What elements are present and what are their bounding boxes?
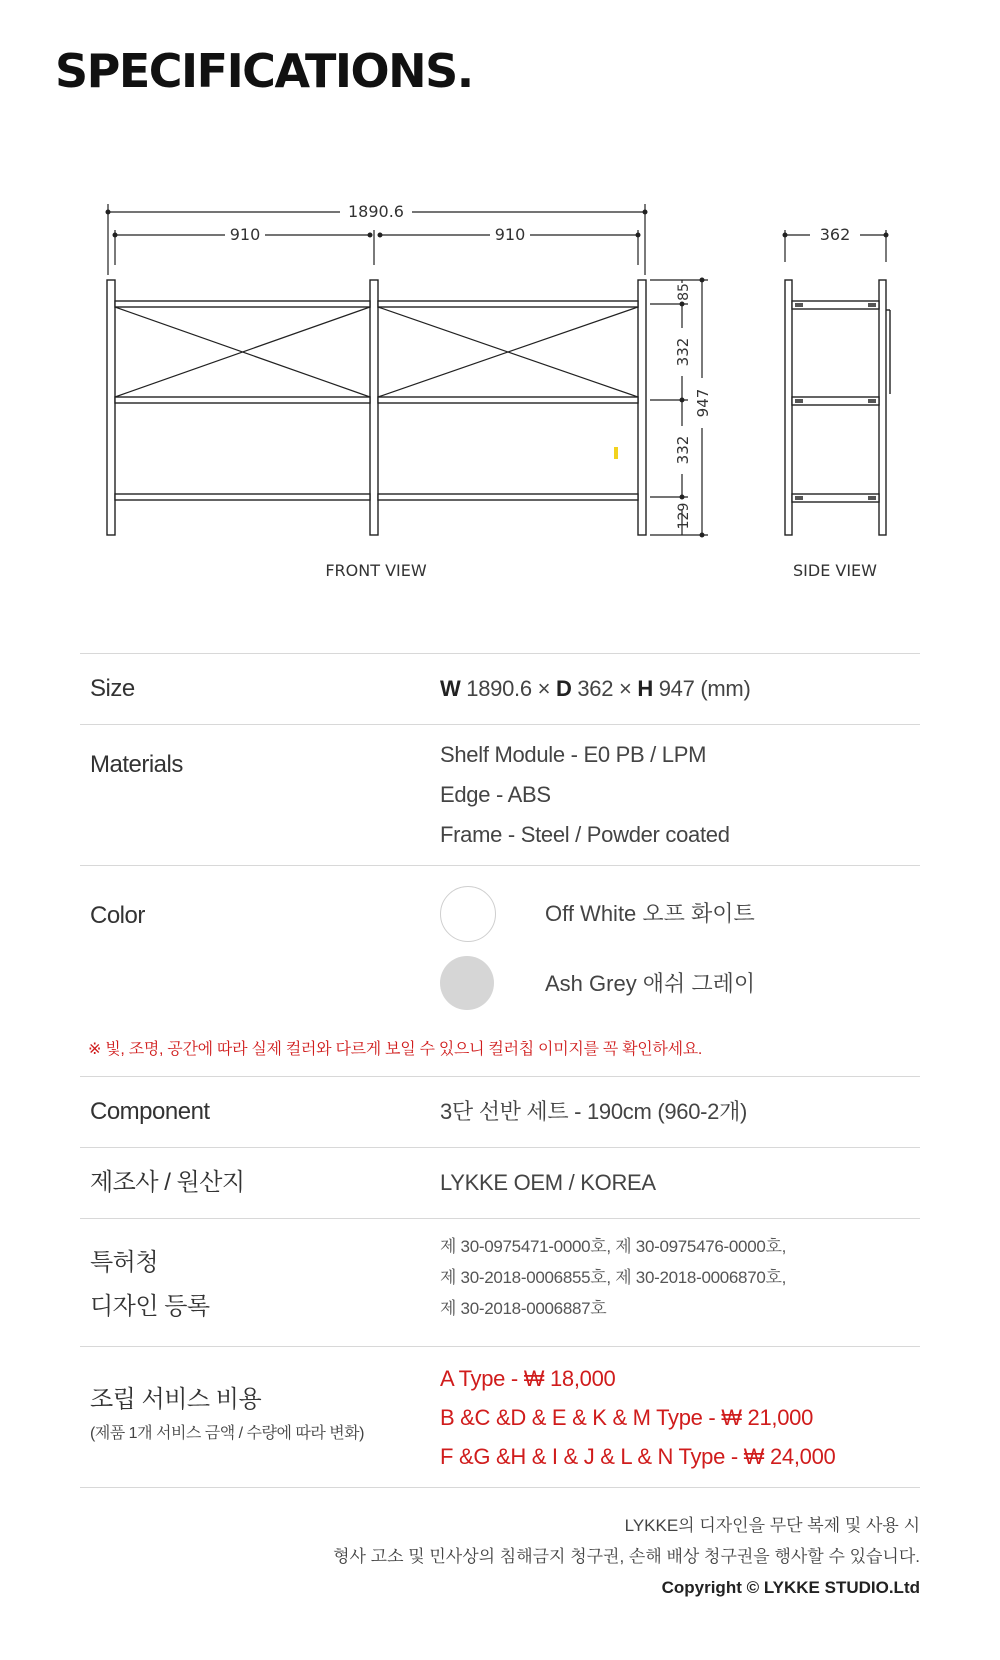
dimension-drawing <box>0 180 1000 600</box>
color-name-off-white: Off White 오프 화이트 <box>545 901 755 926</box>
patent-value <box>440 1231 786 1324</box>
patent-label: 특허청 디자인 등록 <box>90 1249 210 1320</box>
maker-value: LYKKE OEM / KOREA <box>440 1170 656 1195</box>
swatch-ash-grey <box>440 956 494 1010</box>
spec-table <box>80 653 920 1488</box>
footer <box>333 1510 920 1603</box>
size-value: W 1890.6 × D 362 × H 947 (mm) <box>440 676 751 701</box>
color-row <box>80 866 920 1077</box>
component-value: 3단 선반 세트 - 190cm (960-2개) <box>440 1099 748 1124</box>
front-view-caption: FRONT VIEW <box>325 561 427 580</box>
height-label-bottom: 129 <box>676 502 692 530</box>
patent-line: 제 30-2018-0006887호 <box>440 1299 607 1318</box>
side-view-caption: SIDE VIEW <box>793 561 877 580</box>
component-label: Component <box>90 1098 210 1125</box>
service-row <box>80 1347 920 1488</box>
patent-row <box>80 1219 920 1347</box>
module-width-label-right: 910 <box>494 225 526 244</box>
height-label-lower: 332 <box>674 435 692 465</box>
depth-label: 362 <box>819 225 851 244</box>
total-height-label: 947 <box>694 388 712 418</box>
footer-line: LYKKE의 디자인을 무단 복제 및 사용 시 <box>624 1516 920 1535</box>
copyright: Copyright © LYKKE STUDIO.Ltd <box>661 1578 920 1597</box>
materials-row <box>80 725 920 866</box>
material-frame: Frame - Steel / Powder coated <box>440 822 730 847</box>
swatch-off-white <box>440 886 496 942</box>
height-label-upper: 332 <box>674 337 692 367</box>
size-label: Size <box>90 675 135 702</box>
page-title: SPECIFICATIONS. <box>55 44 473 98</box>
height-label-top: 85 <box>676 283 692 301</box>
size-row <box>80 654 920 725</box>
total-width-label: 1890.6 <box>348 202 404 221</box>
materials-value <box>440 735 730 855</box>
footer-line: 형사 고소 및 민사상의 침해금지 청구권, 손해 배상 청구권을 행사할 수 있습니다. <box>333 1547 920 1566</box>
price-line: A Type - ₩ 18,000 <box>440 1366 616 1391</box>
service-label: 조립 서비스 비용 (제품 1개 서비스 금액 / 수량에 따라 변화) <box>90 1383 364 1447</box>
color-name-ash-grey: Ash Grey 애쉬 그레이 <box>545 971 756 996</box>
service-sub-label: (제품 1개 서비스 금액 / 수량에 따라 변화) <box>90 1425 364 1442</box>
material-edge: Edge - ABS <box>440 782 551 807</box>
materials-label: Materials <box>90 751 183 778</box>
module-width-label-left: 910 <box>229 225 261 244</box>
color-label: Color <box>90 902 145 929</box>
patent-line: 제 30-0975471-0000호, 제 30-0975476-0000호, <box>440 1237 787 1256</box>
price-line: B &C &D & E & K & M Type - ₩ 21,000 <box>440 1405 814 1430</box>
service-prices <box>440 1359 835 1476</box>
maker-label: 제조사 / 원산지 <box>90 1169 245 1196</box>
price-line: F &G &H & I & J & L & N Type - ₩ 24,000 <box>440 1444 836 1469</box>
patent-line: 제 30-2018-0006855호, 제 30-2018-0006870호, <box>440 1268 787 1287</box>
maker-row <box>80 1148 920 1219</box>
material-shelf: Shelf Module - E0 PB / LPM <box>440 742 707 767</box>
component-row <box>80 1077 920 1148</box>
color-note: ※ 빛, 조명, 공간에 따라 실제 컬러와 다르게 보일 수 있으니 컬러칩 이미지를 꼭 확인하세요. <box>88 1041 703 1058</box>
